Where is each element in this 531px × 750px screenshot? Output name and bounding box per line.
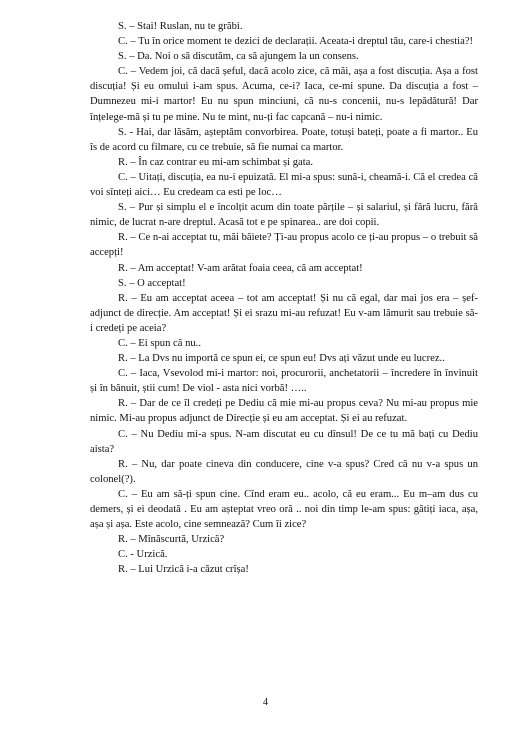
transcript-paragraph: C. – Eu am să-ți spun cine. Cînd eram eu.. acolo, că eu eram... Eu m–am dus cu demers, și ei deodată . Eu am așteptat vreo oră .. noi din timp le-am spus: gătiți iaca, așa, așa și așa. Este acolo, cine semnează? Cum îi zice?	[90, 488, 478, 531]
transcript-paragraph: S. – O acceptat!	[118, 277, 186, 289]
transcript-paragraph: R. – Eu am acceptat aceea – tot am acceptat! Și nu că egal, dar mai jos era – șef-adjunct de direcție. Am acceptat! Și ei srazu mi-au refuzat! Eu v-am lămurit sau trebuie să-i credeți pe aceia?	[90, 292, 478, 334]
transcript-text	[90, 19, 478, 577]
page-number: 4	[263, 697, 268, 708]
transcript-paragraph: R. – Nu, dar poate cineva din conducere, cine v-a spus? Cred că nu v-a spus un colonel(?).	[90, 458, 478, 485]
transcript-paragraph: C. – Uitați, discuția, ea nu-i epuizată. El mi-a spus: sună-i, cheamă-i. Că el credea că voi sînteți aici… Eu credeam ca esti pe loc…	[90, 171, 478, 199]
transcript-paragraph: C. – Iaca, Vsevolod mi-i martor: noi, procurorii, anchetatorii – încredere în învinuit și în bănuit, știi cum! De viol - asta nici vorbă! …..	[90, 368, 478, 395]
transcript-paragraph: R. – În caz contrar eu mi-am schimbat și gata.	[118, 156, 314, 168]
transcript-paragraph: S. – Da. Noi o să discutăm, ca să ajungem la un consens.	[118, 51, 359, 63]
transcript-paragraph: C. – Nu Dediu mi-a spus. N-am discutat eu cu dînsul! De ce tu mă bați cu Dediu aista?	[90, 428, 478, 455]
transcript-paragraph: C. – Tu în orice moment te dezici de declarații. Aceata-i dreptul tău, care-i chestia?!	[118, 36, 474, 48]
transcript-paragraph: C. – Ei spun că nu..	[118, 337, 201, 349]
transcript-paragraph: R. – Lui Urzică i-a căzut crîșa!	[118, 564, 249, 576]
transcript-paragraph: S. – Pur și simplu el e încolțit acum din toate părțile – și salariul, și fără lucru, fără nimic, de lucrat n-are dreptul. Acasă tot e pe spinarea.. are doi copii.	[90, 202, 478, 229]
transcript-paragraph: R. – Dar de ce îl credeți pe Dediu că mie mi-au propus ceva? Nu mi-au propus mie nimic. Mi-au propus adjunct de Direcție și eu am acceptat. Și ei au refuzat.	[90, 398, 478, 425]
transcript-paragraph: R. – La Dvs nu importă ce spun ei, ce spun eu! Dvs ați văzut unde eu lucrez..	[118, 353, 445, 365]
transcript-paragraph: R. – Am acceptat! V-am arătat foaia ceea, că am acceptat!	[118, 262, 363, 274]
transcript-paragraph: S. – Stai! Ruslan, nu te grăbi.	[118, 21, 243, 32]
transcript-paragraph: R. – Mînăscurtă, Urzică?	[118, 534, 225, 546]
transcript-paragraph: C. - Urzică.	[118, 549, 168, 561]
transcript-paragraph: S. - Hai, dar lăsăm, așteptăm convorbirea. Poate, totuși bateți, poate a fi martor.. Eu îs de acord cu filmare, cu ce trebuie, să fie numai ca martor.	[90, 126, 478, 153]
transcript-paragraph: C. – Vedem joi, că dacă șeful, dacă acolo zice, că măi, așa a fost discuția. Așa a fost discuția! Și eu omului i-am spus. Acuma, ce-i? Iaca, ce-mi spune. Da discuția a fost – Dumnezeu mi-i martor! Eu nu spun minciuni, că nu-s concenii, nu-s lepădătură! Dar înțelege-mă și tu pe mine. Nu te mint, nu-ți fac capcană – nu-i nimic.	[90, 66, 478, 123]
transcript-paragraph: R. – Ce n-ai acceptat tu, măi băiete? Ți-au propus acolo ce ți-au propus – o trebuit să accepți!	[90, 232, 478, 259]
